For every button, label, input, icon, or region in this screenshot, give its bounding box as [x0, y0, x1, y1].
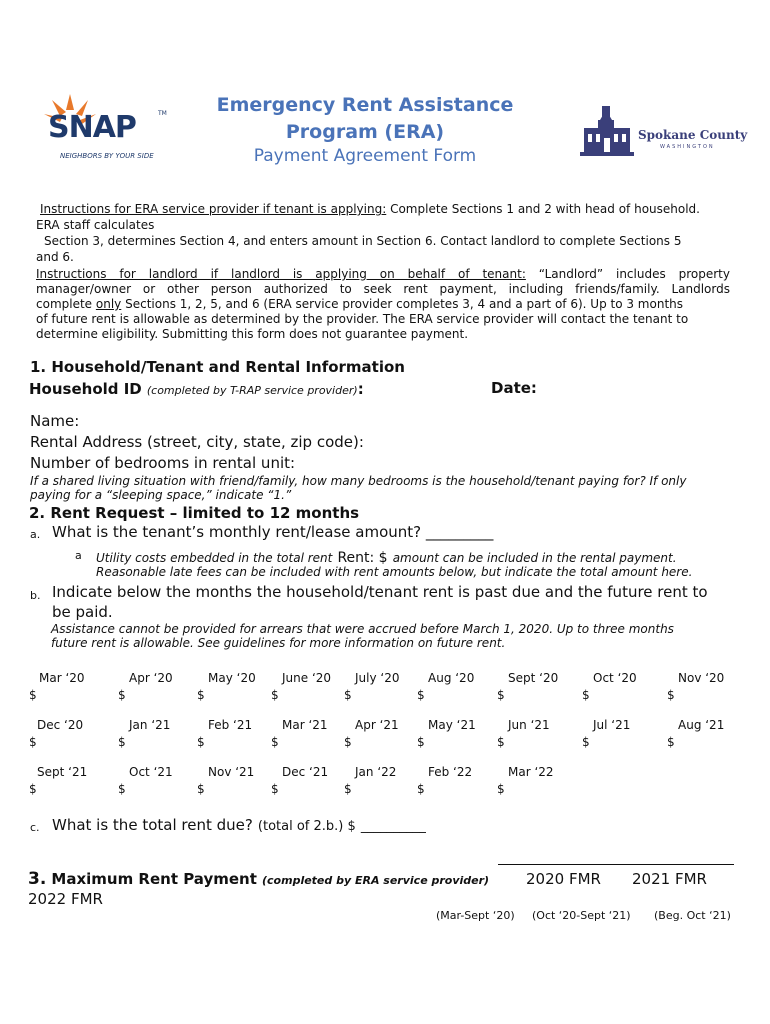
monthly-rent-blank[interactable]: _________ [425, 523, 494, 541]
county-state: WASHINGTON [660, 144, 715, 150]
month-amount-field[interactable]: $ [497, 735, 505, 749]
landlord-instructions-line5: determine eligibility. Submitting this form does not guarantee payment. [36, 327, 469, 341]
month-label: Dec ‘20 [37, 718, 84, 732]
fmr-2021-range: (Oct ‘20-Sept ‘21) [532, 909, 631, 922]
courthouse-icon [578, 104, 636, 160]
landlord-instructions-line4: of future rent is allowable as determined by the provider. The ERA service provider will contact the tenant to [36, 312, 689, 326]
month-label: Apr ‘20 [129, 671, 173, 685]
fmr-2022-label: 2022 FMR [28, 890, 103, 908]
month-label: Aug ‘20 [428, 671, 475, 685]
month-amount-field[interactable]: $ [344, 688, 352, 702]
month-label: Apr ‘21 [355, 718, 399, 732]
monthly-rent-question: What is the tenant’s monthly rent/lease amount? _________ [52, 523, 494, 541]
past-due-instructions-line1: Indicate below the months the household/tenant rent is past due and the future rent to [52, 583, 708, 601]
landlord-instructions-line2: manager/owner or other person authorized to seek rent payment, including friends/family. Landlords [36, 282, 730, 296]
month-label: Mar ‘21 [282, 718, 328, 732]
arrears-note-line2: future rent is allowable. See guidelines for more information on future rent. [51, 636, 506, 650]
month-label: Nov ‘20 [678, 671, 725, 685]
snap-wordmark: SNAP [48, 110, 136, 145]
month-amount-field[interactable]: $ [197, 782, 205, 796]
month-amount-field[interactable]: $ [271, 782, 279, 796]
month-amount-field[interactable]: $ [344, 735, 352, 749]
section3-signature-line [498, 864, 734, 865]
section1-heading: 1. Household/Tenant and Rental Information [30, 358, 405, 376]
item-c-marker: c. [30, 821, 40, 834]
month-label: Sept ‘20 [508, 671, 559, 685]
fmr-2020-label: 2020 FMR [526, 870, 601, 888]
month-label: Dec ‘21 [282, 765, 329, 779]
household-id-row: Household ID (completed by T-RAP service provider): [29, 380, 364, 398]
shared-living-note-line1: If a shared living situation with friend/family, how many bedrooms is the household/tenant paying for? If only [30, 474, 687, 488]
form-title-line1: Emergency Rent Assistance [216, 94, 514, 116]
household-id-note: (completed by T-RAP service provider) [146, 384, 358, 397]
month-amount-field[interactable]: $ [667, 735, 675, 749]
month-amount-field[interactable]: $ [29, 735, 37, 749]
month-label: Nov ‘21 [208, 765, 255, 779]
month-amount-field[interactable]: $ [197, 688, 205, 702]
month-amount-field[interactable]: $ [417, 735, 425, 749]
month-amount-field[interactable]: $ [582, 688, 590, 702]
month-amount-field[interactable]: $ [344, 782, 352, 796]
item-b-marker: b. [30, 589, 41, 602]
month-amount-field[interactable]: $ [497, 782, 505, 796]
month-amount-field[interactable]: $ [497, 688, 505, 702]
county-name: Spokane County [638, 128, 748, 142]
month-label: May ‘21 [428, 718, 476, 732]
month-label: Feb ‘22 [428, 765, 473, 779]
rental-address-label: Rental Address (street, city, state, zip code): [30, 433, 364, 451]
utility-cost-line2: Reasonable late fees can be included with rent amounts below, but indicate the total amount here. [96, 565, 693, 579]
month-amount-field[interactable]: $ [118, 782, 126, 796]
month-amount-field[interactable]: $ [417, 782, 425, 796]
fmr-2020-range: (Mar-Sept ‘20) [436, 909, 515, 922]
month-amount-field[interactable]: $ [667, 688, 675, 702]
household-id-label: Household ID [29, 380, 142, 398]
bedrooms-label: Number of bedrooms in rental unit: [30, 454, 296, 472]
month-label: Jan ‘21 [129, 718, 171, 732]
month-label: Oct ‘21 [129, 765, 173, 779]
tenant-instructions-line1: Instructions for ERA service provider if tenant is applying: Complete Sections 1 and 2 with head of household. [40, 202, 700, 216]
month-amount-field[interactable]: $ [118, 735, 126, 749]
sub-item-a-marker: a [75, 549, 82, 562]
month-label: Feb ‘21 [208, 718, 253, 732]
tenant-instructions-line3: Section 3, determines Section 4, and enters amount in Section 6. Contact landlord to complete Sections 5 [44, 234, 682, 248]
month-amount-field[interactable]: $ [197, 735, 205, 749]
spokane-county-logo [578, 104, 748, 160]
total-rent-blank[interactable]: __________ [360, 819, 426, 834]
fmr-2021-label: 2021 FMR [632, 870, 707, 888]
month-amount-field[interactable]: $ [118, 688, 126, 702]
total-rent-question: What is the total rent due? (total of 2.b.) $ __________ [52, 816, 426, 834]
month-label: Aug ‘21 [678, 718, 725, 732]
landlord-instructions-heading: Instructions for landlord if landlord is applying on behalf of tenant: [36, 267, 526, 281]
month-amount-field[interactable]: $ [29, 688, 37, 702]
past-due-instructions-line2: be paid. [52, 603, 113, 621]
tenant-instructions-line2: ERA staff calculates [36, 218, 155, 232]
month-label: July ‘20 [355, 671, 400, 685]
name-label: Name: [30, 412, 80, 430]
shared-living-note-line2: paying for a “sleeping space,” indicate “1.” [30, 488, 292, 502]
section2-heading: 2. Rent Request – limited to 12 months [29, 504, 360, 522]
rent-amount-label: Rent: $ [337, 550, 388, 566]
month-amount-field[interactable]: $ [29, 782, 37, 796]
form-subtitle: Payment Agreement Form [253, 146, 477, 166]
month-amount-field[interactable]: $ [271, 735, 279, 749]
fmr-2022-range: (Beg. Oct ‘21) [654, 909, 731, 922]
month-amount-field[interactable]: $ [417, 688, 425, 702]
section3-heading: 3. Maximum Rent Payment (completed by ERA service provider) [28, 869, 490, 889]
tenant-instructions-line4: and 6. [36, 250, 74, 264]
month-label: May ‘20 [208, 671, 256, 685]
month-label: Jun ‘21 [508, 718, 550, 732]
snap-trademark: TM [158, 110, 167, 117]
snap-logo [40, 92, 180, 164]
month-label: Mar ‘22 [508, 765, 554, 779]
month-label: Mar ‘20 [39, 671, 85, 685]
utility-cost-line1: Utility costs embedded in the total rent Rent: $ amount can be included in the rental payment. [96, 550, 677, 566]
tenant-instructions-heading: Instructions for ERA service provider if tenant is applying: [40, 202, 387, 216]
month-label: Jan ‘22 [355, 765, 397, 779]
date-label: Date: [491, 379, 537, 397]
month-label: Sept ‘21 [37, 765, 88, 779]
month-label: Jul ‘21 [593, 718, 631, 732]
arrears-note-line1: Assistance cannot be provided for arrears that were accrued before March 1, 2020. Up to three months [51, 622, 674, 636]
landlord-instructions-line1: Instructions for landlord if landlord is applying on behalf of tenant: “Landlord” includes property [36, 267, 730, 281]
month-amount-field[interactable]: $ [271, 688, 279, 702]
landlord-instructions-line3: complete only Sections 1, 2, 5, and 6 (ERA service provider completes 3, 4 and a part of 6). Up to 3 months [36, 297, 684, 311]
month-label: Oct ‘20 [593, 671, 637, 685]
only-emphasis: only [95, 297, 122, 311]
month-label: June ‘20 [282, 671, 332, 685]
snap-tagline: NEIGHBORS BY YOUR SIDE [60, 152, 154, 160]
item-a-marker: a. [30, 528, 41, 541]
month-amount-field[interactable]: $ [582, 735, 590, 749]
form-title-line2: Program (ERA) [285, 121, 445, 143]
